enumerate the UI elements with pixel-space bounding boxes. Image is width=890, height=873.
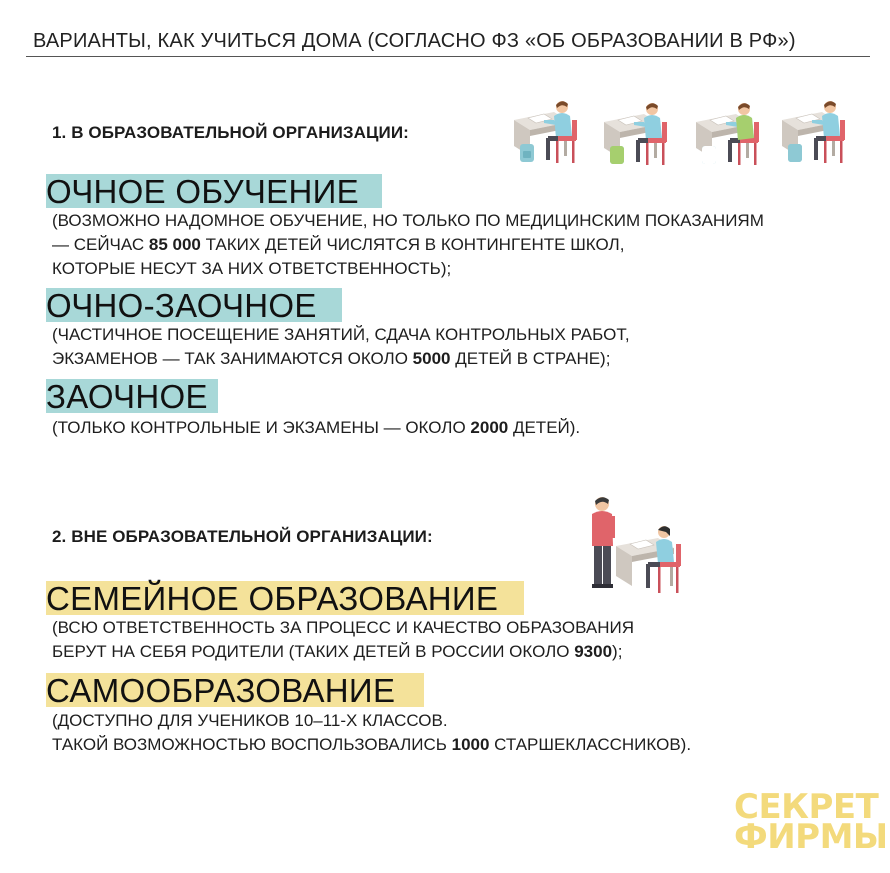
desc-line: (ДОСТУПНО ДЛЯ УЧЕНИКОВ 10–11-Х КЛАССОВ. <box>52 711 448 730</box>
item-full-time <box>46 174 359 210</box>
item-family-education-desc <box>52 616 634 664</box>
student-at-desk-icon <box>514 101 577 163</box>
student-at-desk-icon <box>782 101 845 163</box>
desc-line: ТАКОЙ ВОЗМОЖНОСТЬЮ ВОСПОЛЬЗОВАЛИСЬ 1000 СТАРШЕКЛАССНИКОВ). <box>52 735 692 754</box>
students-at-desks-illustration <box>508 96 858 170</box>
title-divider <box>26 56 870 57</box>
item-title: ЗАОЧНОЕ <box>46 378 208 415</box>
page-title: ВАРИАНТЫ, КАК УЧИТЬСЯ ДОМА (СОГЛАСНО ФЗ «ОБ ОБРАЗОВАНИИ В РФ») <box>33 30 796 52</box>
brand-line1: СЕКРЕТ <box>734 787 879 827</box>
desc-line: (ВОЗМОЖНО НАДОМНОЕ ОБУЧЕНИЕ, НО ТОЛЬКО ПО МЕДИЦИНСКИМ ПОКАЗАНИЯМ <box>52 211 764 230</box>
desc-line: КОТОРЫЕ НЕСУТ ЗА НИХ ОТВЕТСТВЕННОСТЬ); <box>52 259 452 278</box>
item-title: СЕМЕЙНОЕ ОБРАЗОВАНИЕ <box>46 580 499 617</box>
desc-line: БЕРУТ НА СЕБЯ РОДИТЕЛИ (ТАКИХ ДЕТЕЙ В РОССИИ ОКОЛО 9300); <box>52 642 623 661</box>
item-full-time-desc <box>52 209 764 281</box>
item-extramural-desc <box>52 416 580 440</box>
brand-logo <box>734 787 888 857</box>
section2-heading: 2. ВНЕ ОБРАЗОВАТЕЛЬНОЙ ОРГАНИЗАЦИИ: <box>52 527 433 546</box>
desc-line: (ТОЛЬКО КОНТРОЛЬНЫЕ И ЭКЗАМЕНЫ — ОКОЛО 2000 ДЕТЕЙ). <box>52 418 581 437</box>
teacher-with-student-icon <box>580 492 690 604</box>
student-at-desk-icon <box>604 103 667 165</box>
item-family-education <box>46 581 498 617</box>
item-self-education-desc <box>52 709 691 757</box>
item-extramural <box>46 379 208 415</box>
student-at-desk-icon <box>696 103 759 165</box>
item-self-education <box>46 673 395 709</box>
desc-line: ЭКЗАМЕНОВ — ТАК ЗАНИМАЮТСЯ ОКОЛО 5000 ДЕТЕЙ В СТРАНЕ); <box>52 349 611 368</box>
section1-heading: 1. В ОБРАЗОВАТЕЛЬНОЙ ОРГАНИЗАЦИИ: <box>52 123 409 142</box>
item-title: ОЧНОЕ ОБУЧЕНИЕ <box>46 173 359 210</box>
item-title: ОЧНО-ЗАОЧНОЕ <box>46 287 317 324</box>
item-part-time-desc <box>52 323 630 371</box>
item-title: САМООБРАЗОВАНИЕ <box>46 672 396 709</box>
desc-line: (ЧАСТИЧНОЕ ПОСЕЩЕНИЕ ЗАНЯТИЙ, СДАЧА КОНТРОЛЬНЫХ РАБОТ, <box>52 325 630 344</box>
desc-line: — СЕЙЧАС 85 000 ТАКИХ ДЕТЕЙ ЧИСЛЯТСЯ В КОНТИНГЕНТЕ ШКОЛ, <box>52 235 625 254</box>
brand-line2: ФИРМЫ <box>734 817 888 857</box>
desc-line: (ВСЮ ОТВЕТСТВЕННОСТЬ ЗА ПРОЦЕСС И КАЧЕСТВО ОБРАЗОВАНИЯ <box>52 618 634 637</box>
item-part-time <box>46 288 317 324</box>
